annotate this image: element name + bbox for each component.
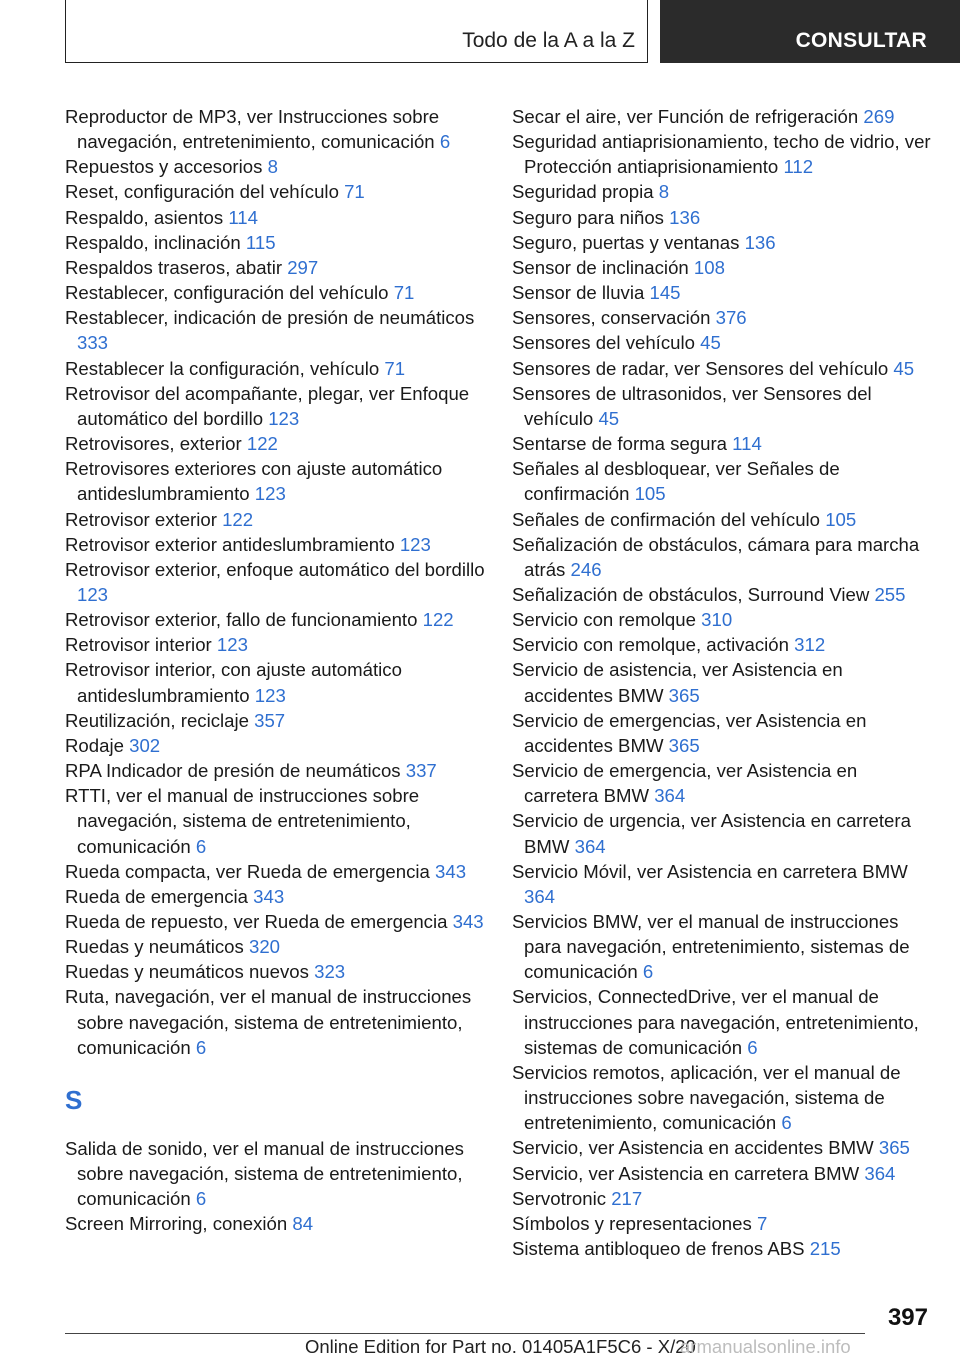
- page-link[interactable]: 217: [611, 1187, 643, 1209]
- index-entry-text: Rodaje: [65, 734, 124, 756]
- page-link[interactable]: 7: [756, 1212, 768, 1234]
- index-entry: [512, 708, 932, 758]
- page-link[interactable]: 145: [649, 282, 681, 304]
- page-link[interactable]: 343: [435, 860, 467, 882]
- page-link[interactable]: 364: [574, 835, 606, 857]
- page-link[interactable]: 6: [747, 1036, 758, 1058]
- index-list-right: [512, 104, 932, 1261]
- watermark: armanualsonline.info: [680, 1336, 851, 1357]
- page-link[interactable]: 365: [668, 684, 700, 706]
- index-entry: [512, 330, 932, 355]
- index-entry: [512, 456, 932, 506]
- header-section-title: Todo de la A a la Z: [462, 29, 635, 52]
- index-entry: [65, 859, 485, 884]
- index-entry-text: Restablecer la configuración, vehículo: [65, 357, 380, 379]
- index-entry-text: Respaldos traseros, abatir: [65, 256, 283, 278]
- header-tab-label: CONSULTAR: [795, 29, 927, 52]
- index-entry: [512, 179, 932, 204]
- footer-edition-text: Online Edition for Part no. 01405A1F5C6 - X/20: [305, 1336, 696, 1357]
- index-entry: [512, 507, 932, 532]
- index-entry: [512, 657, 932, 707]
- index-entry-text: Servicios remotos, aplicación, ver el manual de instrucciones sobre navegación, sistema de entretenimiento, comunicación: [512, 1061, 901, 1134]
- index-entry: [512, 582, 932, 607]
- index-entry-text: Sensores de radar, ver Sensores del vehículo: [512, 357, 889, 379]
- index-entry-text: Salida de sonido, ver el manual de instrucciones sobre navegación, sistema de entretenimiento, comunicación: [65, 1137, 464, 1210]
- index-entry: [65, 959, 485, 984]
- index-entry-text: Seguro para niños: [512, 206, 664, 228]
- index-entry-text: Sensores, conservación: [512, 307, 711, 329]
- index-entry-text: Retrovisor exterior, enfoque automático del bordillo: [65, 558, 485, 580]
- page-link[interactable]: 123: [268, 407, 300, 429]
- index-entry-text: Servicios BMW, ver el manual de instrucciones para navegación, entretenimiento, sistemas de comunicación: [512, 911, 910, 983]
- page-link[interactable]: 343: [253, 885, 285, 907]
- index-entry-text: Reset, configuración del vehículo: [65, 181, 339, 203]
- page-link[interactable]: 112: [783, 156, 814, 178]
- index-entry: [65, 456, 485, 506]
- index-entry: [512, 280, 932, 305]
- page-link[interactable]: 215: [809, 1238, 841, 1260]
- index-entry: [512, 255, 932, 280]
- index-entry: [512, 230, 932, 255]
- page-link[interactable]: 71: [384, 357, 406, 379]
- index-entry: [65, 381, 485, 431]
- page-link[interactable]: 246: [570, 558, 602, 580]
- page-link[interactable]: 333: [77, 332, 109, 354]
- page-link[interactable]: 312: [794, 634, 826, 656]
- index-entry: [65, 708, 485, 733]
- index-entry: [512, 984, 932, 1059]
- index-entry-text: Sensores del vehículo: [512, 332, 695, 354]
- index-entry-text: Reutilización, reciclaje: [65, 709, 249, 731]
- header-section-box: [65, 0, 648, 63]
- index-entry: [512, 305, 932, 330]
- index-entry-text: Retrovisor exterior: [65, 508, 217, 530]
- page-link[interactable]: 136: [744, 231, 776, 253]
- index-entry: [65, 1136, 485, 1211]
- index-entry: [512, 1211, 932, 1236]
- index-entry-text: Servicio de asistencia, ver Asistencia en accidentes BMW: [512, 659, 843, 706]
- page-link[interactable]: 105: [634, 483, 666, 505]
- index-entry-text: Señales al desbloquear, ver Señales de confirmación: [512, 458, 840, 505]
- index-entry-text: Servicio de emergencia, ver Asistencia en carretera BMW: [512, 760, 858, 807]
- index-entry: [65, 431, 485, 456]
- index-entry: [512, 632, 932, 657]
- index-column-left: [65, 104, 485, 1237]
- index-entry-text: Servicio de urgencia, ver Asistencia en carretera BMW: [512, 810, 911, 857]
- index-entry: [512, 205, 932, 230]
- index-entry: [65, 280, 485, 305]
- index-entry-text: Retrovisores exteriores con ajuste automático antideslumbramiento: [65, 458, 443, 505]
- index-entry: [65, 884, 485, 909]
- page-link[interactable]: 376: [715, 307, 747, 329]
- index-entry-text: Servicio, ver Asistencia en carretera BMW: [512, 1162, 860, 1184]
- index-entry: [512, 431, 932, 456]
- page-link[interactable]: 310: [701, 609, 733, 631]
- index-entry-text: Rueda compacta, ver Rueda de emergencia: [65, 860, 430, 882]
- index-entry-text: Screen Mirroring, conexión: [65, 1213, 288, 1235]
- section-letter-s: S: [65, 1084, 83, 1115]
- index-entry-text: Retrovisores, exterior: [65, 433, 242, 455]
- index-entry: [512, 356, 932, 381]
- index-entry-text: Retrovisor exterior antideslumbramiento: [65, 533, 395, 555]
- index-entry-text: Ruedas y neumáticos: [65, 936, 244, 958]
- page-link[interactable]: 255: [874, 583, 906, 605]
- page-link[interactable]: 71: [344, 181, 365, 203]
- page-link[interactable]: 337: [405, 760, 437, 782]
- index-entry: [65, 356, 485, 381]
- index-entry-text: Símbolos y representaciones: [512, 1212, 752, 1234]
- index-entry-text: Seguridad antiaprisionamiento, techo de vidrio, ver Protección antiaprisionamiento: [512, 131, 931, 178]
- page-link[interactable]: 123: [254, 483, 286, 505]
- index-entry: [65, 657, 485, 707]
- page-link[interactable]: 122: [422, 609, 454, 631]
- index-entry: [512, 104, 932, 129]
- page-header: [0, 0, 960, 66]
- page-link[interactable]: 302: [129, 734, 161, 756]
- index-entry-text: Repuestos y accesorios: [65, 156, 263, 178]
- index-entry: [65, 104, 485, 154]
- index-entry-text: Servicios, ConnectedDrive, ver el manual de instrucciones para navegación, entretenimiento, sistemas de comunicación: [512, 986, 919, 1058]
- index-entry-text: Retrovisor interior: [65, 634, 212, 656]
- index-entry-text: Sensores de ultrasonidos, ver Sensores del vehículo: [512, 382, 872, 429]
- index-entry-text: Sensor de inclinación: [512, 256, 689, 278]
- page-link[interactable]: 6: [195, 1036, 207, 1058]
- index-entry: [512, 1060, 932, 1135]
- index-entry: [65, 255, 485, 280]
- page-number: 397: [887, 1304, 928, 1331]
- page-link[interactable]: 364: [864, 1162, 896, 1184]
- index-entry: [65, 632, 485, 657]
- page-link[interactable]: 108: [693, 256, 725, 278]
- index-entry-text: Restablecer, indicación de presión de neumáticos: [65, 307, 475, 329]
- index-list-s: [65, 1136, 485, 1237]
- footer-divider: [65, 1333, 865, 1334]
- page-link[interactable]: 123: [254, 684, 286, 706]
- index-entry-text: Sentarse de forma segura: [512, 433, 727, 455]
- page-link[interactable]: 8: [267, 156, 278, 178]
- index-entry: [512, 1135, 932, 1160]
- page-link[interactable]: 357: [254, 709, 286, 731]
- page-link[interactable]: 297: [287, 256, 319, 278]
- page-link[interactable]: 6: [439, 131, 451, 153]
- index-entry-text: Servicio, ver Asistencia en accidentes BMW: [512, 1137, 874, 1159]
- index-entry: [512, 758, 932, 808]
- page-link[interactable]: 123: [399, 533, 431, 555]
- page-link[interactable]: 114: [732, 433, 762, 455]
- index-entry-text: Servicio con remolque: [512, 609, 696, 631]
- page-link[interactable]: 320: [248, 936, 281, 958]
- index-entry-text: Rueda de emergencia: [65, 885, 248, 907]
- page-link[interactable]: 123: [216, 634, 248, 656]
- index-entry-text: Servotronic: [512, 1187, 607, 1209]
- index-entry: [65, 179, 485, 204]
- index-entry: [512, 532, 932, 582]
- index-entry-text: Seguridad propia: [512, 181, 654, 203]
- index-entry: [65, 154, 485, 179]
- page-link[interactable]: 84: [292, 1213, 314, 1235]
- page-link[interactable]: 105: [825, 508, 857, 530]
- index-entry-text: Seguro, puertas y ventanas: [512, 231, 740, 253]
- page-link[interactable]: 365: [878, 1137, 910, 1159]
- index-entry: [65, 758, 485, 783]
- index-entry-text: Ruta, navegación, ver el manual de instrucciones sobre navegación, sistema de entretenimiento, comunicación: [65, 986, 472, 1058]
- index-entry-text: Servicio de emergencias, ver Asistencia en accidentes BMW: [512, 709, 867, 756]
- index-entry-text: RTTI, ver el manual de instrucciones sobre navegación, sistema de entretenimiento, comunicación: [65, 785, 420, 857]
- index-entry-text: Sensor de lluvia: [512, 282, 645, 304]
- index-entry: [512, 129, 932, 179]
- index-entry-text: Señales de confirmación del vehículo: [512, 508, 821, 530]
- page-link[interactable]: 122: [246, 433, 278, 455]
- index-entry-text: RPA Indicador de presión de neumáticos: [65, 760, 401, 782]
- index-entry: [65, 607, 485, 632]
- page-link[interactable]: 365: [668, 734, 700, 756]
- page-link[interactable]: 8: [658, 181, 670, 203]
- index-entry-text: Secar el aire, ver Función de refrigeración: [512, 106, 859, 127]
- index-entry-text: Rueda de repuesto, ver Rueda de emergencia: [65, 911, 448, 932]
- index-column-right: [512, 104, 932, 1261]
- index-entry-text: Reproductor de MP3, ver Instrucciones sobre navegación, entretenimiento, comunicación: [65, 106, 440, 153]
- page-link[interactable]: 323: [314, 961, 346, 983]
- index-entry-text: Servicio Móvil, ver Asistencia en carretera BMW: [512, 860, 908, 882]
- index-entry-text: Señalización de obstáculos, cámara para marcha atrás: [512, 533, 920, 580]
- index-entry: [512, 607, 932, 632]
- index-entry-text: Restablecer, configuración del vehículo: [65, 282, 389, 304]
- page-link[interactable]: 115: [245, 231, 276, 253]
- index-entry-text: Retrovisor interior, con ajuste automático antideslumbramiento: [65, 659, 402, 706]
- page-link[interactable]: 269: [863, 106, 895, 127]
- page-link[interactable]: 6: [195, 835, 207, 857]
- index-entry-text: Respaldo, inclinación: [65, 231, 241, 253]
- page-link[interactable]: 71: [393, 282, 415, 304]
- index-entry: [512, 1161, 932, 1186]
- page-link[interactable]: 6: [781, 1112, 792, 1134]
- page-link[interactable]: 114: [228, 206, 258, 228]
- index-entry: [65, 1211, 485, 1236]
- index-entry: [65, 205, 485, 230]
- index-entry-text: Retrovisor exterior, fallo de funcionamiento: [65, 609, 418, 631]
- page-link[interactable]: 364: [654, 785, 686, 807]
- index-entry-text: Servicio con remolque, activación: [512, 634, 789, 656]
- index-entry: [512, 909, 932, 984]
- index-entry: [65, 230, 485, 255]
- index-entry: [65, 305, 485, 355]
- index-entry: [65, 733, 485, 758]
- index-entry-text: Respaldo, asientos: [65, 206, 224, 228]
- page-link[interactable]: 45: [598, 407, 620, 429]
- page-link[interactable]: 343: [452, 911, 484, 932]
- page-link[interactable]: 136: [669, 206, 701, 228]
- page-link[interactable]: 123: [77, 583, 109, 605]
- index-entry: [512, 1236, 932, 1261]
- page-link[interactable]: 6: [642, 961, 654, 983]
- index-entry-text: Ruedas y neumáticos nuevos: [65, 961, 309, 983]
- index-entry: [65, 934, 485, 959]
- index-entry: [65, 909, 485, 934]
- page-link[interactable]: 364: [524, 885, 556, 907]
- index-entry: [512, 808, 932, 858]
- index-list-left: [65, 104, 485, 1060]
- index-entry-text: Retrovisor del acompañante, plegar, ver Enfoque automático del bordillo: [65, 382, 470, 429]
- index-entry-text: Sistema antibloqueo de frenos ABS: [512, 1238, 805, 1260]
- index-entry: [65, 783, 485, 858]
- page-link[interactable]: 45: [700, 332, 721, 354]
- index-entry: [512, 1186, 932, 1211]
- index-entry: [65, 532, 485, 557]
- page-link[interactable]: 122: [222, 508, 254, 530]
- index-entry: [65, 557, 485, 607]
- page-link[interactable]: 45: [893, 357, 915, 379]
- index-entry: [512, 859, 932, 909]
- index-entry-text: Señalización de obstáculos, Surround View: [512, 583, 870, 605]
- index-entry: [65, 507, 485, 532]
- page-link[interactable]: 6: [195, 1188, 207, 1210]
- index-entry: [512, 381, 932, 431]
- index-entry: [65, 984, 485, 1059]
- header-tab[interactable]: [660, 0, 960, 63]
